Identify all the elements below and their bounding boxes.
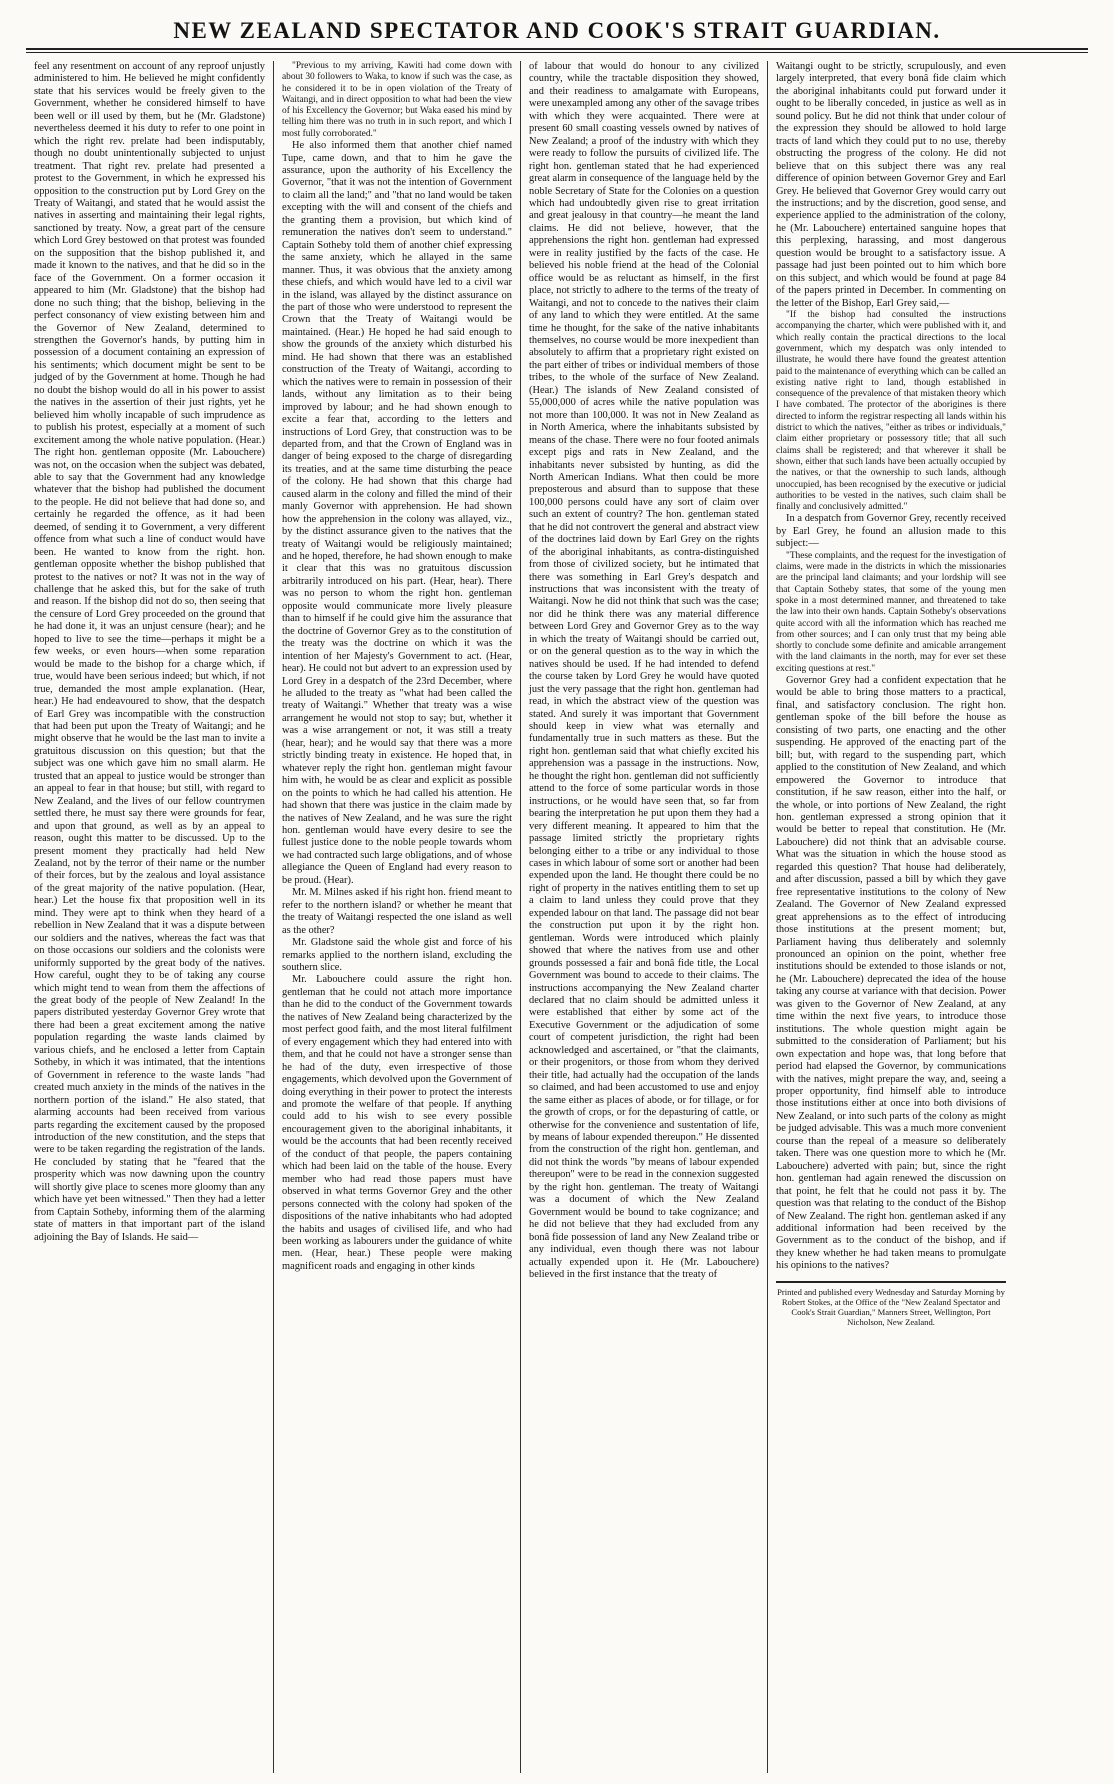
paragraph: Governor Grey had a confident expectation that he would be able to bring those matters to a practical, final, and satisfactory conclusion. The right hon. gentleman spoke of the bill before the house as consisting of two parts, one enacting and the other suspending. He approved of the enacting part of the bill; but, with regard to the suspending part, which applied to the constitution of New Zealand, and which empowered the Governor to introduce that constitution, if he saw reason, either into the half, or the whole, or into portions of New Zealand, the right hon. gentleman expressed a strong opinion that it would be better to repeal that constitution. He (Mr. Labouchere) did not think that an advisable course. What was the situation in which the house stood as regarded this question? That house had deliberately, and after discussion, passed a bill by which they gave free representative institutions to the colony of New Zealand. The Governor of New Zealand expressed great apprehensions as to the effect of introducing those institutions at the present moment; but, Parliament having thus deliberately and solemnly pronounced an opinion on the point, whether free institutions should be extended to those islands or not, he (Mr. Labouchere) deprecated the idea of the house taking any course at variance with that decision. Power was given to the Governor of New Zealand, at any time within the next five years, to introduce those institutions. The whole question might again be submitted to the consideration of Parliament; but his own expectation and hope was, that long before that period had elapsed the Governor, by communications with the natives, might prepare the way, and, seeing a proper opportunity, find himself able to introduce those institutions either at once into both divisions of New Zealand, or into such parts of the colony as might be judged advisable. This was a much more convenient course than the repeal of a measure so deliberately taken. There was one question more to which he (Mr. Labouchere) adverted with pain; but, since the right hon. gentleman had again renewed the discussion on that point, he felt that he could not pass it by. The question was that relating to the conduct of the Bishop of New Zealand. The right hon. gentleman asked if any additional information had been received by the Government as to the conduct of the bishop, and if they knew whether he had taken means to promulgate his opinions to the natives? (776, 675, 1006, 1272)
paragraph: He also informed them that another chief named Tupe, came down, and that to him he gave the assurance, upon the authority of his Excellency the Governor, "that it was not the intention of Government to claim all the land;" and "that no land would be taken excepting with the will and consent of the chiefs and the granting them a provision, but which kind of remuneration the natives don't seem to understand." Captain Sotheby told them of another chief expressing the same anxiety, which he allayed in the same manner. Thus, it was obvious that the anxiety among these chiefs, and which would have led to a civil war in the island, was allayed by the distinct assurance on the part of those who were understood to represent the Crown that the Treaty of Waitangi would be maintained. (Hear.) He hoped he had said enough to show the grounds of the anxiety which disturbed his mind. He had shown that there was an established construction of the Treaty of Waitangi, according to which the natives were to remain in possession of their lands, without any limitation as to their being improved by labour; and he had shown enough to excite a fear that, according to the letters and instructions of Lord Grey, that construction was to be departed from, and that the Crown of England was in danger of being exposed to the charge of disregarding its treaties, and at the same time disturbing the peace of the colony. He had shown that this charge had caused alarm in the colony and filled the mind of their manly Governor with apprehension. He had shown how the apprehension in the colony was allayed, viz., by the distinct assurance given to the natives that the treaty of Waitangi would be religiously maintained; and he hoped, therefore, he had shown enough to make it clear that this was no gratuitous discussion arbitrarily introduced on his part. (Hear, hear). There was no person to whom the right hon. gentleman opposite would communicate more lively pleasure than to himself if he could give him the assurance that the doctrine of Governor Grey as to the constitution of the treaty was the doctrine on which it was the intention of her Majesty's Government to act. (Hear, hear). He could not but advert to an expression used by Lord Grey in a despatch of the 23rd December, where he alluded to the treaty as "what had been called the treaty of Waitangi." Whether that treaty was a wise arrangement he would not stop to say; but, whether it was a wise arrangement or not, it was still a treaty (hear, hear); and he would say that there was a more strictly binding treaty in existence. He hoped that, in whatever reply the right hon. gentleman might favour him with, he would be as clear and explicit as possible on the points to which he had called his attention. He had shown that there was justice in the claim made by the natives of New Zealand, and he was sure the right hon. gentleman would have every desire to see the fullest justice done to the noble people towards whom we had contracted such large obligations, and of whose allegiance the Queen of England had every reason to be proud. (Hear). (282, 140, 512, 886)
quote-paragraph: "These complaints, and the request for the investigation of claims, were made in the districts in which the missionaries are the principal land claimants; and your lordship will see that Captain Sotheby states, that some of the young men spoke in a most determined manner, and threatened to take the law into their own hands. Captain Sotheby's observations quite accord with all the information which has reached me from other sources; and I can only trust that my being able shortly to conclude some definite and amicable arrangement with the land claimants in the north, may for ever set these exciting questions at rest." (776, 550, 1006, 674)
quote-paragraph: "Previous to my arriving, Kawiti had come down with about 30 followers to Waka, to know if such was the case, as he considered it to be in open violation of the Treaty of Waitangi, and in direct opposition to what had been the view of his Excellency the Governor; but Waka eased his mind by telling him there was no truth in in such report, and which I most fully corroborated." (282, 61, 512, 139)
masthead-title: NEW ZEALAND SPECTATOR AND COOK'S STRAIT GUARDIAN. (26, 14, 1088, 50)
paragraph: In a despatch from Governor Grey, recently received by Earl Grey, he found an allusion made to this subject:— (776, 513, 1006, 550)
printer-imprint: Printed and published every Wednesday and Saturday Morning by Robert Stokes, at the Office of the "New Zealand Spectator and Cook's Strait Guardian," Manners Street, Wellington, Port Nicholson, New Zealand. (776, 1281, 1006, 1327)
paragraph: Mr. Gladstone said the whole gist and force of his remarks applied to the northern island, excluding the southern slice. (282, 937, 512, 973)
paragraph: Mr. M. Milnes asked if his right hon. friend meant to refer to the northern island? or whether he meant that the treaty of Waitangi respected the one island as well as the other? (282, 887, 512, 936)
column-2 (273, 61, 520, 1773)
paragraph: Mr. Labouchere could assure the right hon. gentleman that he could not attach more importance than he did to the conduct of the Government towards the natives of New Zealand being characterized by the most perfect good faith, and the most literal fulfilment of every engagement which they had entered into with them, and that he could not have a stronger sense than he had of the duty, even irrespective of those engagements, which devolved upon the Government of doing everything in their power to protect the interests and promote the welfare of that people. If anything could add to his wish to see every possible encouragement given to the aboriginal inhabitants, it would be the accounts that had been recently received of the conduct of that people, the papers containing which had been laid on the table of the house. Every member who had read those papers must have observed in what terms Governor Grey and the other persons connected with the colony had spoken of the dispositions of the native inhabitants who had adopted the habits and usages of civilised life, and who had been working as labourers under the guidance of white men. (Hear, hear.) These people were making magnificent roads and engaging in other kinds (282, 974, 512, 1272)
paragraph: Waitangi ought to be strictly, scrupulously, and even largely interpreted, that every bonâ fide claim which the aboriginal inhabitants could put forward under it ought to be liberally conceded, in justice as well as in sound policy. But he did not think that under colour of the expression they should be allowed to hold large tracts of land which they could put to no use, thereby obstructing the progress of the colony. He did not believe that on this subject there was any real difference of opinion between Governor Grey and Earl Grey. He believed that Governor Grey would carry out the instructions; and by the discretion, good sense, and experience applied to the administration of the colony, he (Mr. Labouchere) entertained sanguine hopes that this perplexing, harassing, and most dangerous question would be brought to a satisfactory issue. A passage had just been pointed out to him which bore on this subject, and which would be found at page 84 of the papers printed in December. In commenting on the letter of the Bishop, Earl Grey said,— (776, 61, 1006, 309)
paragraph: of labour that would do honour to any civilized country, while the tractable disposition they showed, and their readiness to amalgamate with Europeans, were unexampled among any other of the savage tribes with which they were acquainted. There were at present 60 small coasting vessels owned by natives of New Zealand; a proof of the industry with which they were ready to follow the pursuits of civilized life. The right hon. gentleman stated that he had experienced great alarm in consequence of the language held by the noble Secretary of State for the Colonies on a question which had undoubtedly given rise to great irritation and great jealousy in that country—he meant the land claims. He did not believe, however, that the apprehensions the right hon. gentleman had expressed were in reality justified by the facts of the case. He believed his noble friend at the head of the Colonial office would be as reluctant as himself, in the first place, not strictly to adhere to the terms of the treaty of Waitangi, and not to concede to the natives their claim of any land to which they were entitled. At the same time he thought, for the sake of the native inhabitants themselves, no course would be more inexpedient than absolutely to affirm that a proprietary right existed on the part either of tribes or individual members of those tribes, to the whole of the surface of New Zealand. (Hear.) The islands of New Zealand consisted of 55,000,000 of acres while the native population was not more than 100,000. It was not in New Zealand as in North America, where the inhabitants subsisted by means of the chase. There were no four footed animals except pigs and rats in New Zealand, and the inhabitants never subsisted by hunting, as did the North American Indians. What then could be more preposterous and absurd than to suppose that these 100,000 persons could have any sort of claim over such an extent of country? The hon. gentleman stated that he did not controvert the general and abstract view of the doctrines laid down by Earl Grey on the rights of the aboriginal inhabitants, as contra-distinguished from those of civilized society, but he intimated that there was something in Earl Grey's despatch and instructions that was inconsistent with the treaty of Waitangi. Now he did not think that such was the case; nor did he think there was any material difference between Lord Grey and Governor Grey as to the way in which the treaty of Waitangi should be carried out, or on the general question as to the way in which the natives should be used. If he had intended to defend the course taken by Lord Grey he would have quoted just the very passage that the right hon. gentleman had read, in which the abstract view of the question was stated. And surely it was important that Government should keep in view what was eternally and fundamentally true in such matters as these. But the right hon. gentleman said that what chiefly excited his apprehension was a passage in the instructions. Now, he thought the right hon. gentleman did not sufficiently attend to the force of some particular words in those instructions, or he would have seen that, so far from bearing the interpretation he put upon them they had a very different meaning. It appeared to him that the passage limited strictly the proprietary rights belonging either to a tribe or any individual to those cases in which labour of some sort or another had been expended upon the land. He thought there could be no right of property in the natives entitling them to set up a claim to land unless they could prove that they expended labour on that land. The passage did not bear the construction put upon it by the right hon. gentleman. Words were introduced which plainly showed that where the natives from use and other grounds possessed a fair and bonâ fide title, the Local Government was bound to accede to their claims. The instructions accompanying the New Zealand charter declared that no claim should be admitted unless it were established that either by some act of the Executive Government or the adjudication of some court of competent jurisdiction, the right had been acknowledged and ascertained, or "that the claimants, or their progenitors, or those from whom they derived their title, had actually had the occupation of the lands so claimed, and had been accustomed to use and enjoy the same either as places of abode, or for tillage, or for the growth of crops, or for the depasturing of cattle, or otherwise for the convenience and sustentation of life, by means of labour expended thereupon." He dissented from the construction of the right hon. gentleman, and did not think the words "by means of labour expended thereupon" were to be read in the connexion suggested by the right hon. gentleman. The treaty of Waitangi was a document of which the New Zealand Government would be bound to take cognizance; and he did not believe that they had excluded from any bonâ fide possession of land any New Zealand tribe or any individual, even though there was not labour actually expended upon it. He (Mr. Labouchere) believed in the first instance that the treaty of (529, 61, 759, 1280)
masthead-rule (26, 52, 1088, 53)
quote-paragraph: "If the bishop had consulted the instructions accompanying the charter, which were published with it, and which really contain the practical directions to the local government, which my despatch was only intended to illustrate, he would there have found the greatest attention paid to the maintenance of everything which can be called an existing native right to land, though established in consequence of the prevalence of that mistaken theory which I have combated. The protector of the aborigines is there directed to inform the registrar respecting all lands within his district to which the natives, "either as tribes or individuals," claim either proprietary or possessory title; that all such claims shall be registered; and that wherever it shall be shown, either that such lands have been actually occupied by the natives, or that the ownership to such lands, although unoccupied, has been recognised by the executive or judicial authorities to be vested in the natives, such claim shall be finally and conclusively admitted." (776, 310, 1006, 513)
paragraph: feel any resentment on account of any reproof unjustly administered to him. He believed he might confidently state that his services would be freely given to the Government, whether he considered himself to have been well or ill used by them, but he (Mr. Gladstone) nevertheless deemed it his duty to refer to one point in which the right rev. prelate had been indisputably, though no doubt unintentionally subjected to unjust treatment. That right rev. prelate had presented a protest to the Government, in which he expressed his opposition to the construction put by Lord Grey on the Treaty of Waitangi, and stated that he would assist the natives in asserting and maintaining their legal rights, sanctioned by treaty. Now, a great part of the censure which Lord Grey bestowed on that protest was founded on the supposition that the bishop published it, and made it known to the natives, and that he did so in the face of the Government. On a former occasion it appeared to him (Mr. Gladstone) that the bishop had done no such thing; that the bishop, believing in the perfect consonancy of view existing between him and the Governor of New Zealand, determined to strengthen the Governor's hands, by putting him in possession of a document containing an expression of his sentiments; which document might be sent to be judged of by the Government at home. Though he had no doubt the bishop would do all in his power to assist the natives in the assertion of their just rights, yet he believed him wholly incapable of such imprudence as to publish his protest, especially at a moment of such excitement among the whole native population. (Hear.) The right hon. gentleman opposite (Mr. Labouchere) was not, on the occasion when the subject was debated, able to say that the Government had any knowledge whatever that the bishop had published the document to the people. He did not believe that had done so, and certainly he regarded the offence, as it had been deemed, of sending it to Government, a very different offence from what such a line of conduct would have been. He wanted to know from the right. hon. gentleman opposite whether the bishop published that protest to the natives or not? It was not in the way of challenge that he asked this, but for the sake of truth and reason. If the bishop did not do so, then seeing that the censure of Lord Grey proceeded on the ground that he had done it, it was an unjust censure (hear); and he hoped to live to see the time—perhaps it might be a few weeks, or even hours—when some reparation would be made to the bishop for a charge which, if true, would have been serious indeed; but which, if not true, demanded the most ample explanation. (Hear, hear.) He had endeavoured to show, that the despatch of Earl Grey was incompatible with the construction that had been put upon the Treaty of Waitangi; and he might observe that he would be the last man to invite a gratuitous discussion on this question; but that the subject was one which gave him no small alarm. He trusted that an appeal to justice would be stronger than an appeal to fear in that house; but still, with regard to New Zealand, and the lives of our fellow countrymen settled there, he must say there were grounds for fear, and upon that ground, as well as by an appeal to reason, ought this matter to be discussed. Up to the present moment they practically had held New Zealand, not by the terror of their name or the number of their forces, but by the zealous and loyal assistance of the great majority of the native population. (Hear, hear.) Let the house fix that proposition well in its mind. They were apt to think when they heard of a rebellion in New Zealand that it was a dispute between our soldiers and the natives, whereas the fact was that on those occasions our soldiers and the colonists were uniformly supported by the great body of the natives. How careful, ought they to be of taking any course which might tend to wean from them the affections of the great body of the people of New Zealand! In the papers distributed yesterday Governor Grey wrote that there had been a great excitement among the native population regarding the waste lands claimed by various chiefs, and he enclosed a letter from Captain Sotheby, in which it was intimated, that the intentions of Government in reference to the waste lands "had created much anxiety in the minds of the natives in the northern portion of the island." He also stated, that alarming accounts had been received from various parts regarding the excitement caused by the proposed introduction of the new constitution, and the steps that were to be taken regarding the registration of the lands. He concluded by stating that he "feared that the prosperity which was now dawning upon the country will shortly give place to scenes more gloomy than any which have yet been witnessed." Then they had a letter from Captain Sotheby, informing them of the alarming state of matters in that important part of the island adjoining the Bay of Islands. He said— (34, 61, 265, 1243)
text-columns (26, 61, 1088, 1773)
column-3 (520, 61, 767, 1773)
column-1 (26, 61, 273, 1773)
column-4 (767, 61, 1014, 1773)
